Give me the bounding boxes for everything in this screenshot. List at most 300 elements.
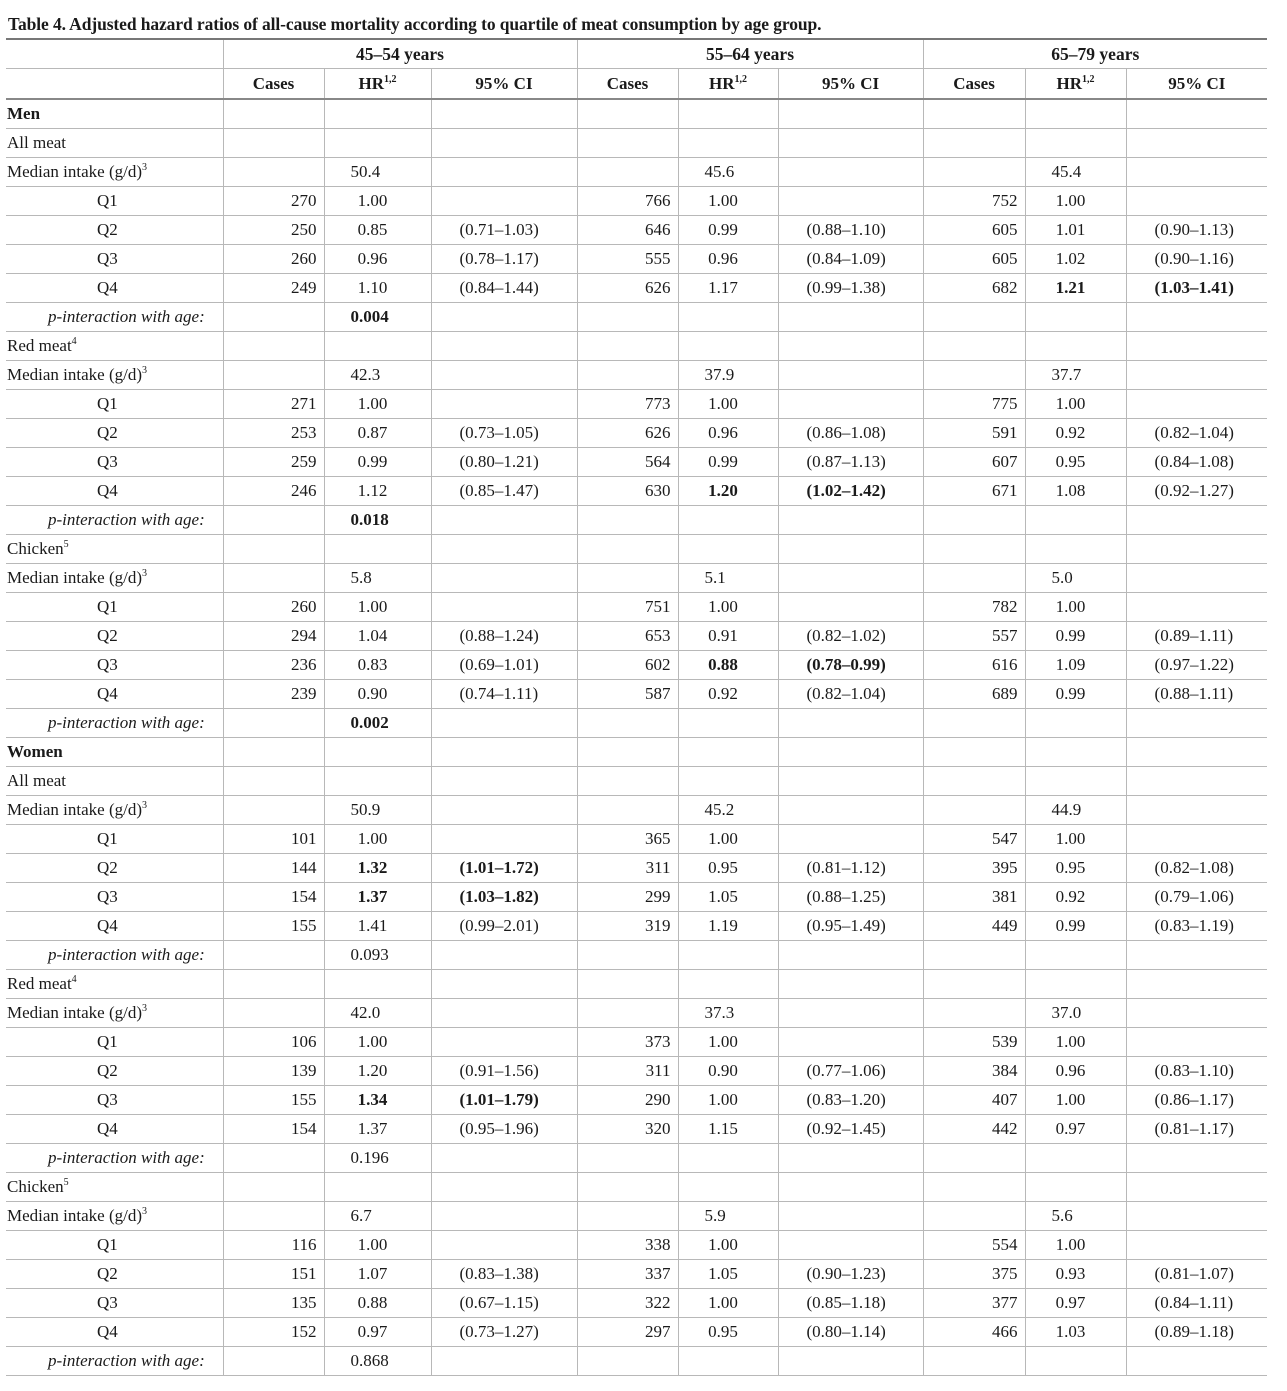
cases-cell: 782	[923, 593, 1025, 622]
cases-cell	[923, 767, 1025, 796]
quartile-label: Q1	[97, 597, 118, 616]
cases-cell: 249	[223, 274, 324, 303]
ci-cell: (0.78–0.99)	[778, 651, 923, 680]
ci-cell	[1126, 535, 1267, 564]
ci-cell: (0.71–1.03)	[431, 216, 577, 245]
cases-cell	[577, 970, 678, 999]
cases-cell	[577, 564, 678, 593]
p-interaction-label: p-interaction with age:	[48, 713, 205, 732]
quartile-label: Q2	[97, 626, 118, 645]
cases-cell	[223, 99, 324, 129]
ci-cell	[431, 187, 577, 216]
cases-cell	[223, 1144, 324, 1173]
cases-cell	[577, 99, 678, 129]
median-intake-value: 45.6	[678, 158, 778, 187]
cases-cell: 311	[577, 854, 678, 883]
ci-cell: (0.85–1.18)	[778, 1289, 923, 1318]
cases-cell: 135	[223, 1289, 324, 1318]
cases-cell	[223, 999, 324, 1028]
cases-cell	[923, 1144, 1025, 1173]
cases-cell	[223, 767, 324, 796]
column-header-row	[6, 69, 1267, 100]
ci-cell: (0.89–1.18)	[1126, 1318, 1267, 1347]
quartile-label: Q3	[97, 1293, 118, 1312]
cases-cell	[923, 129, 1025, 158]
ci-cell	[1126, 970, 1267, 999]
ci-cell	[1126, 506, 1267, 535]
ci-cell: (0.90–1.13)	[1126, 216, 1267, 245]
ci-cell	[778, 390, 923, 419]
hr-cell: 0.88	[324, 1289, 431, 1318]
ci-cell	[778, 941, 923, 970]
p-interaction-label: p-interaction with age:	[48, 510, 205, 529]
table-row	[6, 332, 1267, 361]
hr-cell: 1.05	[678, 883, 778, 912]
hr-cell: 0.95	[1025, 448, 1126, 477]
table-row	[6, 970, 1267, 999]
table-caption: Table 4. Adjusted hazard ratios of all-cause mortality according to quartile of meat consumption by age group.	[8, 14, 822, 34]
hr-cell: 1.00	[324, 1231, 431, 1260]
hr-cell: 1.00	[678, 825, 778, 854]
quartile-label: Q3	[97, 249, 118, 268]
cases-cell	[923, 709, 1025, 738]
hr-cell: 1.32	[324, 854, 431, 883]
median-intake-label: Median intake $(g/d)^3$	[7, 800, 148, 819]
median-intake-value: 5.8	[324, 564, 431, 593]
ci-cell: (1.01–1.79)	[431, 1086, 577, 1115]
hr-cell	[324, 332, 431, 361]
ci-cell	[431, 796, 577, 825]
cases-cell	[923, 1347, 1025, 1376]
ci-cell: (0.87–1.13)	[778, 448, 923, 477]
hr-cell	[678, 1144, 778, 1173]
hr-cell: 0.97	[1025, 1289, 1126, 1318]
age-group-header-row	[6, 39, 1267, 69]
ci-cell	[1126, 796, 1267, 825]
hr-cell	[678, 535, 778, 564]
ci-cell	[778, 1173, 923, 1202]
cases-cell: 294	[223, 622, 324, 651]
cases-cell: 547	[923, 825, 1025, 854]
ci-cell: (0.83–1.10)	[1126, 1057, 1267, 1086]
ci-cell: (0.90–1.23)	[778, 1260, 923, 1289]
cases-cell: 689	[923, 680, 1025, 709]
hr-cell: 1.15	[678, 1115, 778, 1144]
cases-cell	[923, 999, 1025, 1028]
hazard-ratio-table	[6, 38, 1267, 1376]
ci-cell	[431, 506, 577, 535]
cases-cell	[223, 564, 324, 593]
table-row	[6, 941, 1267, 970]
cases-cell: 250	[223, 216, 324, 245]
hr-cell: 0.95	[1025, 854, 1126, 883]
ci-cell	[1126, 709, 1267, 738]
ci-cell	[778, 738, 923, 767]
ci-cell: (0.78–1.17)	[431, 245, 577, 274]
hr-cell: 1.00	[678, 1086, 778, 1115]
table-row	[6, 622, 1267, 651]
food-group-label: Red meat$^4$	[7, 974, 77, 993]
ci-cell	[431, 390, 577, 419]
median-intake-value: 37.0	[1025, 999, 1126, 1028]
p-interaction-value: 0.093	[324, 941, 431, 970]
ci-cell	[431, 1144, 577, 1173]
hr-cell	[1025, 1347, 1126, 1376]
ci-cell	[431, 361, 577, 390]
cases-cell	[577, 129, 678, 158]
hr-cell: 1.00	[678, 1028, 778, 1057]
hr-cell	[1025, 1144, 1126, 1173]
cases-cell: 271	[223, 390, 324, 419]
cases-cell	[577, 332, 678, 361]
table-row	[6, 390, 1267, 419]
cases-cell	[923, 332, 1025, 361]
table-row	[6, 361, 1267, 390]
table-row	[6, 883, 1267, 912]
hr-cell	[678, 738, 778, 767]
ci-header: 95% CI	[1126, 69, 1267, 100]
cases-cell: 646	[577, 216, 678, 245]
cases-header: Cases	[923, 69, 1025, 100]
cases-cell: 239	[223, 680, 324, 709]
ci-cell: (0.80–1.21)	[431, 448, 577, 477]
hr-cell: 1.00	[324, 593, 431, 622]
hr-cell	[324, 738, 431, 767]
cases-cell	[577, 535, 678, 564]
ci-cell: (0.88–1.24)	[431, 622, 577, 651]
cases-cell: 320	[577, 1115, 678, 1144]
hr-cell	[324, 1173, 431, 1202]
quartile-label: Q4	[97, 278, 118, 297]
cases-cell	[223, 1347, 324, 1376]
cases-cell	[223, 1173, 324, 1202]
cases-cell	[223, 129, 324, 158]
table-row	[6, 593, 1267, 622]
table-row	[6, 303, 1267, 332]
ci-cell: (1.03–1.41)	[1126, 274, 1267, 303]
cases-cell: 466	[923, 1318, 1025, 1347]
ci-cell	[431, 767, 577, 796]
hr-cell: 0.96	[324, 245, 431, 274]
table-row	[6, 506, 1267, 535]
cases-cell: 373	[577, 1028, 678, 1057]
cases-cell	[577, 1202, 678, 1231]
ci-cell	[1126, 1231, 1267, 1260]
quartile-label: Q4	[97, 481, 118, 500]
ci-cell: (0.95–1.96)	[431, 1115, 577, 1144]
ci-cell: (0.80–1.14)	[778, 1318, 923, 1347]
ci-cell	[431, 999, 577, 1028]
ci-cell	[431, 564, 577, 593]
food-group-label: Chicken$^5$	[7, 1177, 69, 1196]
ci-cell	[431, 825, 577, 854]
cases-cell: 602	[577, 651, 678, 680]
ci-cell: (0.97–1.22)	[1126, 651, 1267, 680]
ci-cell	[1126, 1347, 1267, 1376]
age-group-header: 55–64 years	[577, 39, 923, 69]
cases-cell: 155	[223, 912, 324, 941]
ci-cell	[778, 506, 923, 535]
table-row	[6, 767, 1267, 796]
ci-cell	[778, 99, 923, 129]
hr-cell: 1.00	[324, 390, 431, 419]
ci-cell	[1126, 187, 1267, 216]
ci-cell: (0.91–1.56)	[431, 1057, 577, 1086]
hr-cell	[1025, 332, 1126, 361]
ci-cell	[778, 129, 923, 158]
ci-cell	[1126, 361, 1267, 390]
hr-cell: 1.00	[324, 1028, 431, 1057]
ci-cell: (0.82–1.08)	[1126, 854, 1267, 883]
hr-cell	[1025, 535, 1126, 564]
hr-cell: 0.99	[1025, 622, 1126, 651]
quartile-label: Q2	[97, 858, 118, 877]
quartile-label: Q2	[97, 1061, 118, 1080]
hr-cell	[1025, 99, 1126, 129]
ci-cell: (0.88–1.10)	[778, 216, 923, 245]
hr-cell: 0.96	[1025, 1057, 1126, 1086]
ci-cell: (0.84–1.44)	[431, 274, 577, 303]
cases-cell	[923, 1202, 1025, 1231]
hr-cell: 1.00	[324, 825, 431, 854]
hr-cell	[1025, 303, 1126, 332]
cases-cell	[923, 738, 1025, 767]
ci-cell	[431, 738, 577, 767]
section-label: Men	[7, 104, 41, 123]
cases-cell	[577, 1347, 678, 1376]
cases-cell: 395	[923, 854, 1025, 883]
median-intake-value: 42.0	[324, 999, 431, 1028]
ci-cell: (0.73–1.05)	[431, 419, 577, 448]
hr-cell: 1.00	[1025, 1231, 1126, 1260]
median-intake-value: 50.9	[324, 796, 431, 825]
cases-cell: 311	[577, 1057, 678, 1086]
hr-cell: 1.08	[1025, 477, 1126, 506]
ci-cell	[778, 970, 923, 999]
table-row	[6, 796, 1267, 825]
ci-cell	[778, 709, 923, 738]
ci-cell: (0.88–1.25)	[778, 883, 923, 912]
cases-cell: 253	[223, 419, 324, 448]
hr-cell: 1.00	[678, 187, 778, 216]
hr-cell: 1.37	[324, 883, 431, 912]
cases-cell	[577, 1144, 678, 1173]
p-interaction-value: 0.196	[324, 1144, 431, 1173]
hr-cell: 1.20	[678, 477, 778, 506]
ci-cell	[778, 1202, 923, 1231]
table-row	[6, 216, 1267, 245]
quartile-label: Q1	[97, 1032, 118, 1051]
ci-cell	[778, 564, 923, 593]
table-row	[6, 245, 1267, 274]
hr-cell	[1025, 941, 1126, 970]
table-row	[6, 854, 1267, 883]
cases-cell	[923, 99, 1025, 129]
cases-cell: 236	[223, 651, 324, 680]
hr-cell: 1.07	[324, 1260, 431, 1289]
hr-cell	[324, 99, 431, 129]
ci-cell	[431, 99, 577, 129]
hr-cell: 0.99	[1025, 680, 1126, 709]
table-row	[6, 158, 1267, 187]
table-row	[6, 651, 1267, 680]
hr-cell: 0.91	[678, 622, 778, 651]
cases-cell	[223, 535, 324, 564]
quartile-label: Q3	[97, 887, 118, 906]
hr-cell: 0.87	[324, 419, 431, 448]
ci-cell: (0.73–1.27)	[431, 1318, 577, 1347]
cases-cell: 773	[577, 390, 678, 419]
cases-cell: 607	[923, 448, 1025, 477]
cases-cell: 775	[923, 390, 1025, 419]
median-intake-value: 5.0	[1025, 564, 1126, 593]
ci-header: 95% CI	[431, 69, 577, 100]
quartile-label: Q2	[97, 423, 118, 442]
table-row	[6, 1115, 1267, 1144]
ci-cell: (0.99–2.01)	[431, 912, 577, 941]
ci-cell: (0.92–1.45)	[778, 1115, 923, 1144]
p-interaction-value: 0.004	[324, 303, 431, 332]
hr-cell	[1025, 709, 1126, 738]
cases-cell	[223, 158, 324, 187]
p-interaction-value: 0.018	[324, 506, 431, 535]
ci-cell: (0.79–1.06)	[1126, 883, 1267, 912]
cases-cell: 152	[223, 1318, 324, 1347]
p-interaction-value: 0.002	[324, 709, 431, 738]
quartile-label: Q4	[97, 1322, 118, 1341]
cases-cell: 653	[577, 622, 678, 651]
ci-cell: (0.85–1.47)	[431, 477, 577, 506]
hr-cell: 0.92	[1025, 883, 1126, 912]
hr-cell	[678, 99, 778, 129]
ci-cell: (0.84–1.09)	[778, 245, 923, 274]
cases-cell	[577, 1173, 678, 1202]
table-row	[6, 825, 1267, 854]
ci-cell	[1126, 1028, 1267, 1057]
median-intake-value: 37.9	[678, 361, 778, 390]
cases-cell	[923, 535, 1025, 564]
cases-cell: 442	[923, 1115, 1025, 1144]
median-intake-value: 50.4	[324, 158, 431, 187]
ci-cell: (0.99–1.38)	[778, 274, 923, 303]
cases-cell	[223, 796, 324, 825]
cases-cell	[223, 332, 324, 361]
table-row	[6, 1202, 1267, 1231]
median-intake-value: 5.6	[1025, 1202, 1126, 1231]
median-intake-label: Median intake $(g/d)^3$	[7, 162, 148, 181]
ci-cell	[431, 709, 577, 738]
ci-cell	[1126, 767, 1267, 796]
cases-cell: 616	[923, 651, 1025, 680]
ci-cell	[431, 593, 577, 622]
ci-cell	[1126, 1173, 1267, 1202]
cases-cell	[923, 158, 1025, 187]
cases-cell: 605	[923, 216, 1025, 245]
cases-cell: 299	[577, 883, 678, 912]
hr-cell	[1025, 129, 1126, 158]
ci-cell	[431, 1231, 577, 1260]
hr-cell: 0.90	[324, 680, 431, 709]
cases-cell	[923, 970, 1025, 999]
hr-cell: 1.05	[678, 1260, 778, 1289]
ci-cell	[1126, 593, 1267, 622]
quartile-label: Q2	[97, 1264, 118, 1283]
hr-cell: 1.00	[678, 1231, 778, 1260]
cases-cell: 626	[577, 419, 678, 448]
quartile-label: Q4	[97, 916, 118, 935]
cases-cell: 377	[923, 1289, 1025, 1318]
table-row	[6, 99, 1267, 129]
cases-cell: 381	[923, 883, 1025, 912]
cases-cell	[223, 303, 324, 332]
ci-cell: (0.81–1.07)	[1126, 1260, 1267, 1289]
hr-cell: 0.99	[324, 448, 431, 477]
cases-cell: 144	[223, 854, 324, 883]
cases-cell	[577, 941, 678, 970]
cases-cell	[577, 999, 678, 1028]
cases-cell	[577, 796, 678, 825]
hr-cell: 0.85	[324, 216, 431, 245]
cases-cell: 151	[223, 1260, 324, 1289]
table-body	[6, 99, 1267, 1376]
hr-cell: 0.97	[324, 1318, 431, 1347]
cases-cell	[577, 709, 678, 738]
hr-cell: 0.92	[1025, 419, 1126, 448]
median-intake-value: 5.9	[678, 1202, 778, 1231]
ci-cell	[431, 1173, 577, 1202]
table-row	[6, 477, 1267, 506]
cases-cell: 557	[923, 622, 1025, 651]
food-group-label: Chicken$^5$	[7, 539, 69, 558]
hr-cell: 1.21	[1025, 274, 1126, 303]
p-interaction-value: 0.868	[324, 1347, 431, 1376]
cases-cell	[923, 564, 1025, 593]
cases-cell: 564	[577, 448, 678, 477]
cases-cell: 682	[923, 274, 1025, 303]
cases-cell: 751	[577, 593, 678, 622]
cases-cell: 259	[223, 448, 324, 477]
ci-cell: (0.84–1.11)	[1126, 1289, 1267, 1318]
hr-cell: 1.00	[678, 390, 778, 419]
ci-cell	[778, 1231, 923, 1260]
cases-cell: 766	[577, 187, 678, 216]
ci-cell	[778, 825, 923, 854]
cases-cell: 101	[223, 825, 324, 854]
ci-header: 95% CI	[778, 69, 923, 100]
ci-cell	[778, 999, 923, 1028]
cases-cell: 365	[577, 825, 678, 854]
hr-cell: 1.04	[324, 622, 431, 651]
cases-cell: 260	[223, 593, 324, 622]
paper-page	[6, 0, 1281, 1376]
cases-cell: 591	[923, 419, 1025, 448]
ci-cell	[1126, 129, 1267, 158]
cases-cell: 375	[923, 1260, 1025, 1289]
table-row	[6, 999, 1267, 1028]
ci-cell: (0.82–1.04)	[1126, 419, 1267, 448]
median-intake-value: 45.4	[1025, 158, 1126, 187]
table-row	[6, 1144, 1267, 1173]
hr-cell	[1025, 970, 1126, 999]
hr-cell	[678, 332, 778, 361]
hr-cell: 1.00	[678, 1289, 778, 1318]
hr-cell: 0.96	[678, 419, 778, 448]
food-group-label: All meat	[7, 771, 67, 790]
hr-cell	[324, 970, 431, 999]
cases-cell	[923, 941, 1025, 970]
quartile-label: Q3	[97, 1090, 118, 1109]
hr-cell: 0.99	[678, 448, 778, 477]
